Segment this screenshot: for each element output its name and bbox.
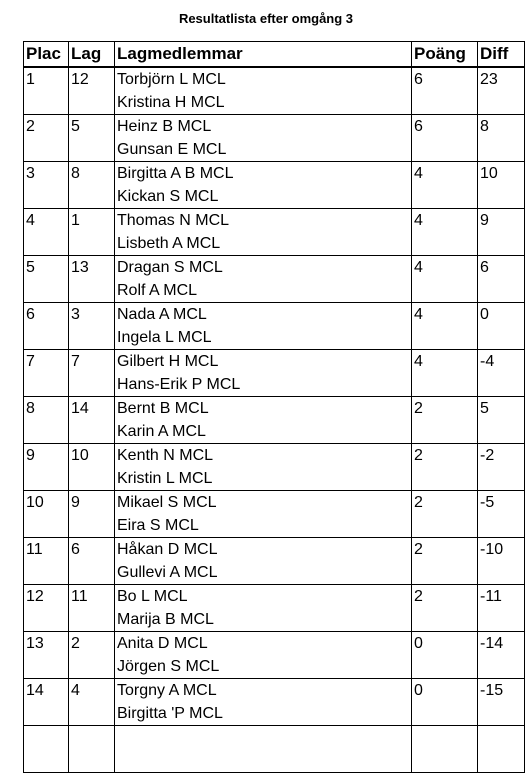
empty-cell xyxy=(412,726,478,773)
member-name: Kristina H MCL xyxy=(117,94,225,111)
cell-members xyxy=(115,256,412,303)
member-name: Kenth N MCL xyxy=(117,447,214,464)
table-row xyxy=(24,491,525,538)
cell-poang: 2 xyxy=(412,397,478,444)
cell-poang: 2 xyxy=(412,491,478,538)
cell-lag: 1 xyxy=(69,209,115,256)
cell-plac: 12 xyxy=(24,585,69,632)
empty-table-row xyxy=(24,726,525,773)
cell-members xyxy=(115,303,412,350)
cell-plac: 11 xyxy=(24,538,69,585)
member-name: Ingela L MCL xyxy=(117,329,212,346)
member-name: Thomas N MCL xyxy=(117,212,230,229)
header-lag: Lag xyxy=(69,42,115,68)
member-name: Kickan S MCL xyxy=(117,188,219,205)
cell-poang: 4 xyxy=(412,256,478,303)
cell-diff: 6 xyxy=(478,256,525,303)
empty-cell xyxy=(478,726,525,773)
table-row xyxy=(24,115,525,162)
page-title: Resultatlista efter omgång 3 xyxy=(178,11,354,26)
member-name: Torbjörn L MCL xyxy=(117,71,226,88)
member-name: Rolf A MCL xyxy=(117,282,198,299)
cell-diff: 23 xyxy=(478,67,525,115)
results-table xyxy=(23,41,525,773)
member-name: Dragan S MCL xyxy=(117,259,223,276)
empty-cell xyxy=(69,726,115,773)
cell-diff: -2 xyxy=(478,444,525,491)
cell-members xyxy=(115,444,412,491)
cell-lag: 11 xyxy=(69,585,115,632)
table-row xyxy=(24,444,525,491)
member-name: Lisbeth A MCL xyxy=(117,235,221,252)
cell-members xyxy=(115,115,412,162)
cell-diff: 10 xyxy=(478,162,525,209)
cell-poang: 0 xyxy=(412,632,478,679)
member-name: Karin A MCL xyxy=(117,423,206,440)
cell-poang: 4 xyxy=(412,303,478,350)
member-name: Heinz B MCL xyxy=(117,118,212,135)
cell-members xyxy=(115,585,412,632)
cell-lag: 8 xyxy=(69,162,115,209)
cell-poang: 2 xyxy=(412,585,478,632)
cell-plac: 2 xyxy=(24,115,69,162)
member-name: Anita D MCL xyxy=(117,635,208,652)
table-row xyxy=(24,162,525,209)
cell-lag: 4 xyxy=(69,679,115,726)
cell-plac: 10 xyxy=(24,491,69,538)
cell-members xyxy=(115,632,412,679)
member-name: Kristin L MCL xyxy=(117,470,213,487)
member-name: Nada A MCL xyxy=(117,306,207,323)
cell-poang: 6 xyxy=(412,67,478,115)
cell-lag: 2 xyxy=(69,632,115,679)
member-name: Torgny A MCL xyxy=(117,682,217,699)
member-name: Gullevi A MCL xyxy=(117,564,218,581)
cell-diff: 8 xyxy=(478,115,525,162)
member-name: Jörgen S MCL xyxy=(117,658,220,675)
cell-plac: 13 xyxy=(24,632,69,679)
member-name: Birgitta 'P MCL xyxy=(117,705,223,722)
table-row xyxy=(24,632,525,679)
cell-members xyxy=(115,67,412,115)
header-row xyxy=(24,42,525,68)
cell-plac: 6 xyxy=(24,303,69,350)
header-diff: Diff xyxy=(478,42,525,68)
empty-cell xyxy=(24,726,69,773)
header-poang: Poäng xyxy=(412,42,478,68)
member-name: Håkan D MCL xyxy=(117,541,218,558)
cell-diff: 9 xyxy=(478,209,525,256)
cell-members xyxy=(115,162,412,209)
member-name: Mikael S MCL xyxy=(117,494,217,511)
cell-poang: 6 xyxy=(412,115,478,162)
cell-members xyxy=(115,397,412,444)
table-row xyxy=(24,209,525,256)
cell-diff: 5 xyxy=(478,397,525,444)
cell-lag: 6 xyxy=(69,538,115,585)
cell-diff: -11 xyxy=(478,585,525,632)
cell-poang: 0 xyxy=(412,679,478,726)
cell-members xyxy=(115,679,412,726)
table-row xyxy=(24,585,525,632)
cell-lag: 10 xyxy=(69,444,115,491)
cell-plac: 3 xyxy=(24,162,69,209)
cell-poang: 2 xyxy=(412,538,478,585)
header-plac: Plac xyxy=(24,42,69,68)
cell-diff: -15 xyxy=(478,679,525,726)
cell-lag: 14 xyxy=(69,397,115,444)
cell-members xyxy=(115,209,412,256)
cell-plac: 4 xyxy=(24,209,69,256)
cell-poang: 4 xyxy=(412,209,478,256)
member-name: Bo L MCL xyxy=(117,588,188,605)
table-row xyxy=(24,538,525,585)
cell-members xyxy=(115,350,412,397)
cell-plac: 8 xyxy=(24,397,69,444)
cell-poang: 4 xyxy=(412,162,478,209)
member-name: Gunsan E MCL xyxy=(117,141,227,158)
table-row xyxy=(24,303,525,350)
cell-poang: 2 xyxy=(412,444,478,491)
member-name: Birgitta A B MCL xyxy=(117,165,234,182)
cell-diff: -5 xyxy=(478,491,525,538)
empty-cell xyxy=(115,726,412,773)
cell-lag: 13 xyxy=(69,256,115,303)
member-name: Hans-Erik P MCL xyxy=(117,376,241,393)
cell-diff: 0 xyxy=(478,303,525,350)
cell-plac: 7 xyxy=(24,350,69,397)
cell-diff: -14 xyxy=(478,632,525,679)
table-row xyxy=(24,67,525,115)
table-row xyxy=(24,679,525,726)
cell-diff: -4 xyxy=(478,350,525,397)
cell-lag: 12 xyxy=(69,67,115,115)
table-row xyxy=(24,350,525,397)
cell-plac: 9 xyxy=(24,444,69,491)
cell-plac: 1 xyxy=(24,67,69,115)
member-name: Gilbert H MCL xyxy=(117,353,219,370)
cell-lag: 5 xyxy=(69,115,115,162)
cell-diff: -10 xyxy=(478,538,525,585)
cell-lag: 7 xyxy=(69,350,115,397)
cell-plac: 14 xyxy=(24,679,69,726)
cell-members xyxy=(115,538,412,585)
cell-members xyxy=(115,491,412,538)
cell-lag: 9 xyxy=(69,491,115,538)
member-name: Bernt B MCL xyxy=(117,400,209,417)
member-name: Marija B MCL xyxy=(117,611,214,628)
table-row xyxy=(24,397,525,444)
cell-lag: 3 xyxy=(69,303,115,350)
cell-poang: 4 xyxy=(412,350,478,397)
member-name: Eira S MCL xyxy=(117,517,199,534)
cell-plac: 5 xyxy=(24,256,69,303)
table-row xyxy=(24,256,525,303)
header-members: Lagmedlemmar xyxy=(115,42,412,68)
